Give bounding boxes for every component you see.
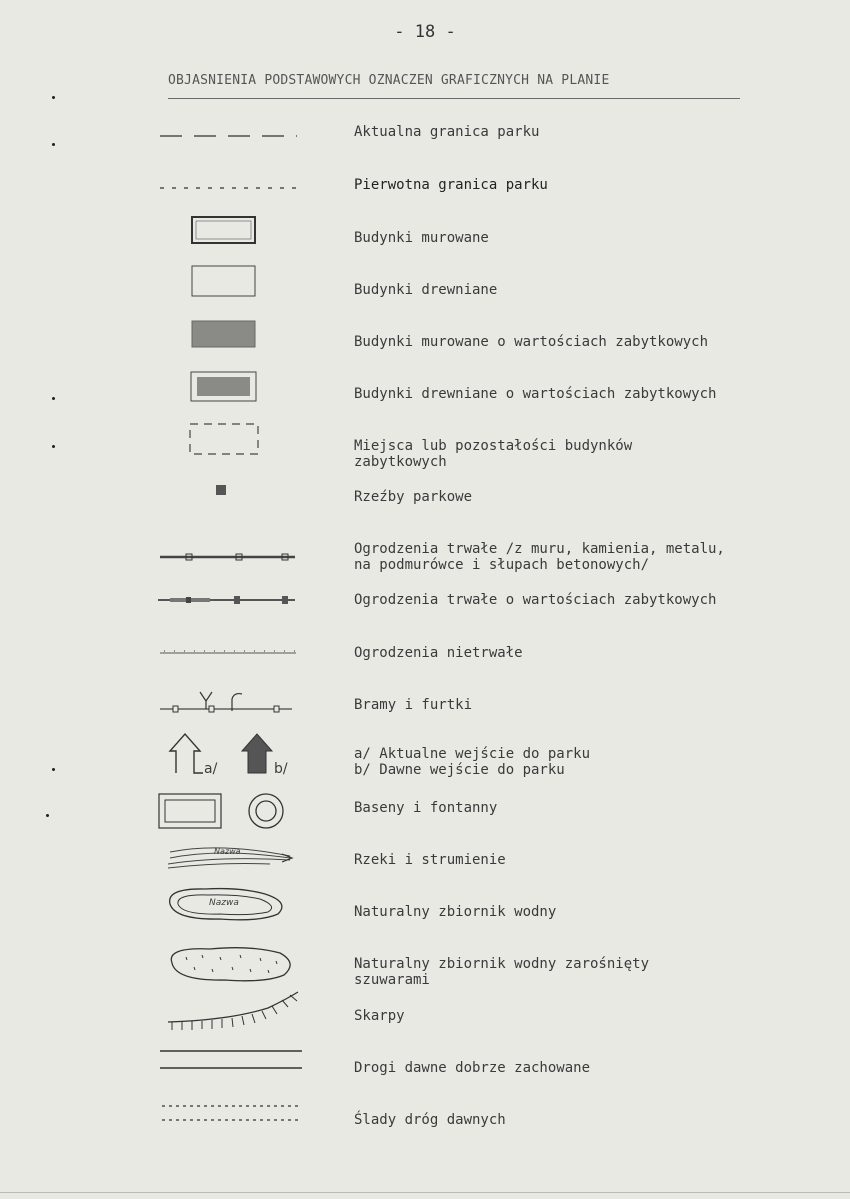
legend-label: Budynki drewniane o wartościach zabytkowych	[354, 386, 717, 402]
escarpment-icon	[150, 986, 310, 1038]
legend-label: Budynki murowane o wartościach zabytkowych	[354, 334, 709, 350]
legend-label: a/ Aktualne wejście do parku b/ Dawne wejście do parku	[354, 746, 591, 778]
dotted-line-icon	[150, 186, 300, 190]
dashed-long-line-icon	[150, 134, 300, 138]
legend-label: Drogi dawne dobrze zachowane	[354, 1060, 591, 1076]
margin-dot	[52, 397, 55, 400]
legend-label: Skarpy	[354, 1008, 405, 1024]
entrance-b-label: b/	[274, 761, 288, 777]
page-heading: OBJAŚNIENIA PODSTAWOWYCH OZNACZEŃ GRAFICZNYCH NA PLANIE	[168, 73, 610, 88]
legend-label: Naturalny zbiornik wodny	[354, 904, 557, 920]
legend-label: Ogrodzenia trwałe /z muru, kamienia, metalu, na podmurówce i słupach betonowych/	[354, 541, 725, 573]
legend-label: Miejsca lub pozostałości budynków zabytkowych	[354, 438, 633, 470]
legend-label: Baseny i fontanny	[354, 800, 498, 816]
double-line-road-icon	[150, 1048, 310, 1072]
fence-posts-line-icon	[150, 551, 300, 563]
dashed-rectangle-icon	[150, 422, 300, 456]
reed-pond-icon	[150, 943, 300, 985]
thin-rectangle-icon	[150, 264, 300, 300]
legend-label: Budynki drewniane	[354, 282, 498, 298]
framed-filled-rectangle-icon	[150, 370, 300, 404]
fence-heritage-line-icon	[150, 594, 300, 606]
thick-rectangle-icon	[150, 215, 300, 247]
margin-dot	[52, 143, 55, 146]
legend-label: Rzeki i strumienie	[354, 852, 506, 868]
margin-dot	[46, 814, 49, 817]
margin-dot	[52, 96, 55, 99]
gate-icon	[150, 689, 300, 715]
filled-rectangle-icon	[150, 319, 300, 349]
double-dotted-road-icon	[150, 1103, 310, 1125]
fine-dotted-line-icon	[150, 650, 300, 656]
margin-dot	[52, 445, 55, 448]
legend-label: Pierwotna granica parku	[354, 177, 548, 193]
small-square-icon	[150, 484, 300, 498]
legend-label: Ogrodzenia nietrwałe	[354, 645, 523, 661]
legend-label: Ślady dróg dawnych	[354, 1112, 506, 1128]
legend-label: Rzeźby parkowe	[354, 489, 473, 505]
legend-label: Ogrodzenia trwałe o wartościach zabytkowych	[354, 592, 717, 608]
legend-label: Bramy i furtki	[354, 697, 473, 713]
legend-label: Aktualna granica parku	[354, 124, 540, 140]
river-name: Nazwa	[214, 847, 241, 856]
entrance-a-label: a/	[204, 761, 218, 777]
page-number: - 18 -	[394, 22, 456, 42]
margin-dot	[52, 768, 55, 771]
legend-label: Naturalny zbiornik wodny zarośnięty szuwarami	[354, 956, 650, 988]
legend-label: Budynki murowane	[354, 230, 489, 246]
bottom-edge	[0, 1192, 850, 1193]
heading-underline	[168, 98, 740, 99]
pool-fountain-icon	[150, 792, 300, 832]
pond-name: Nazwa	[209, 898, 239, 908]
